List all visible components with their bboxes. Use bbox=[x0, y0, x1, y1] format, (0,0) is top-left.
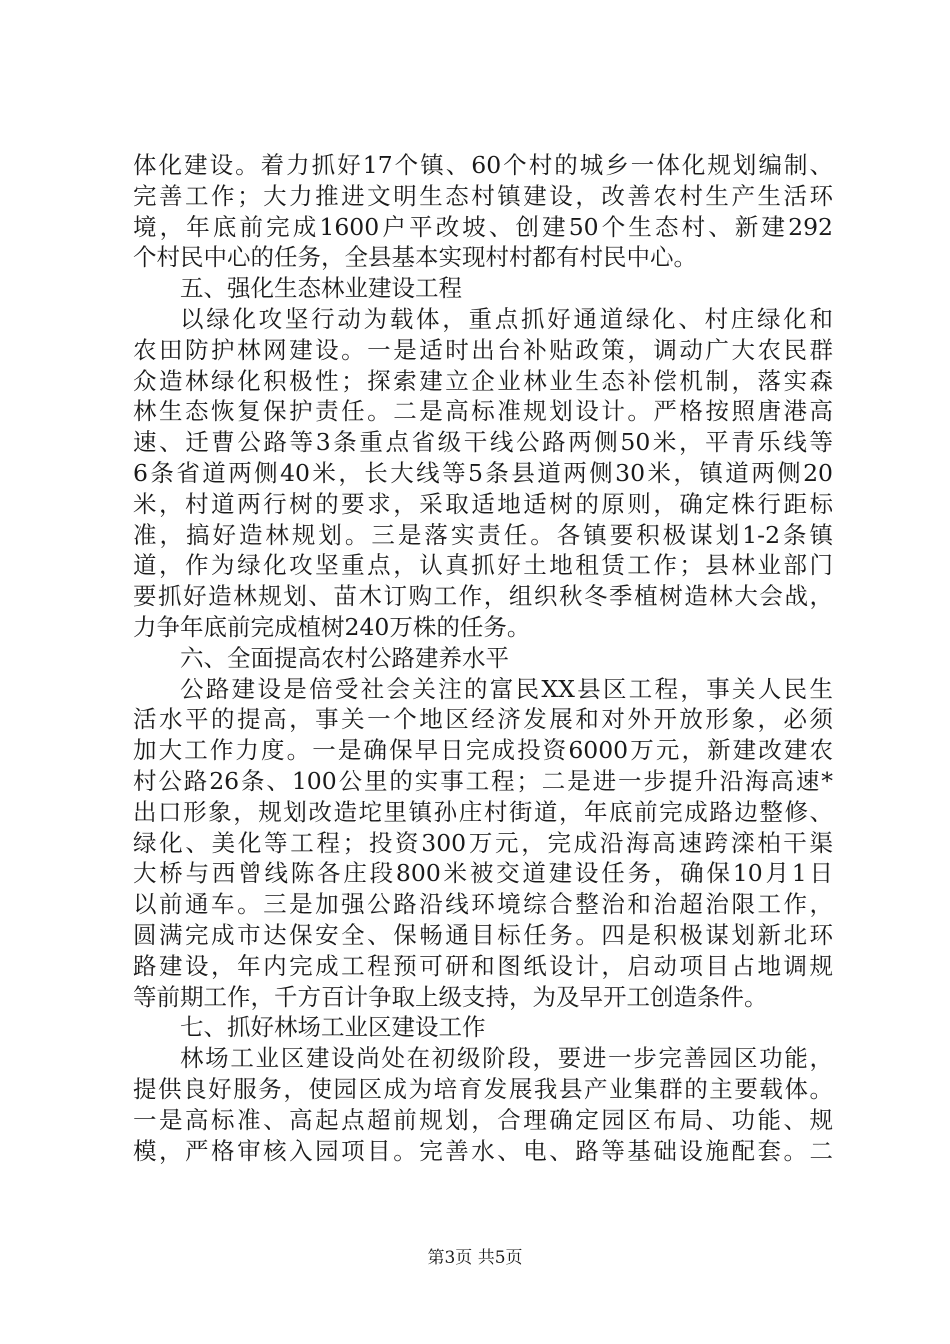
text-line: 体化建设。着力抓好17个镇、60个村的城乡一体化规划编制、 bbox=[133, 151, 833, 179]
text-line: 以绿化攻坚行动为载体，重点抓好通道绿化、村庄绿化和 bbox=[180, 304, 833, 333]
text-line: 模，严格审核入园项目。完善水、电、路等基础设施配套。二 bbox=[133, 1136, 833, 1165]
section-heading: 七、抓好林场工业区建设工作 bbox=[180, 1013, 486, 1042]
text-line: 境，年底前完成1600户平改坡、创建50个生态村、新建292 bbox=[133, 212, 833, 241]
text-line: 农田防护林网建设。一是适时出台补贴政策，调动广大农民群 bbox=[133, 335, 833, 364]
text-line: 速、迁曹公路等3条重点省级干线公路两侧50米，平青乐线等 bbox=[133, 428, 833, 457]
text-line: 路建设，年内完成工程预可研和图纸设计，启动项目占地调规 bbox=[133, 951, 833, 980]
text-line: 加大工作力度。一是确保早日完成投资6000万元，新建改建农 bbox=[133, 736, 833, 765]
text-line: 个村民中心的任务，全县基本实现村村都有村民中心。 bbox=[133, 243, 697, 272]
text-line: 以前通车。三是加强公路沿线环境综合整治和治超治限工作， bbox=[133, 890, 833, 919]
section-heading: 六、全面提高农村公路建养水平 bbox=[180, 643, 509, 672]
text-line: 圆满完成市达保安全、保畅通目标任务。四是积极谋划新北环 bbox=[133, 920, 833, 949]
text-line: 出口形象，规划改造坨里镇孙庄村街道，年底前完成路边整修、 bbox=[133, 797, 833, 826]
document-body bbox=[133, 150, 833, 1166]
text-line: 提供良好服务，使园区成为培育发展我县产业集群的主要载体。 bbox=[133, 1074, 833, 1103]
text-line: 力争年底前完成植树240万株的任务。 bbox=[133, 612, 531, 641]
text-line: 道，作为绿化攻坚重点，认真抓好土地租赁工作；县林业部门 bbox=[133, 551, 833, 580]
text-line: 林场工业区建设尚处在初级阶段，要进一步完善园区功能， bbox=[180, 1044, 833, 1073]
text-line: 公路建设是倍受社会关注的富民XX县区工程，事关人民生 bbox=[180, 674, 833, 703]
text-line: 完善工作；大力推进文明生态村镇建设，改善农村生产生活环 bbox=[133, 181, 833, 210]
text-line: 等前期工作，千方百计争取上级支持，为及早开工创造条件。 bbox=[133, 982, 768, 1011]
text-line: 一是高标准、高起点超前规划，合理确定园区布局、功能、规 bbox=[133, 1105, 833, 1134]
text-line: 要抓好造林规划、苗木订购工作，组织秋冬季植树造林大会战， bbox=[133, 582, 833, 611]
text-line: 林生态恢复保护责任。二是高标准规划设计。严格按照唐港高 bbox=[133, 397, 833, 426]
text-line: 众造林绿化积极性；探索建立企业林业生态补偿机制，落实森 bbox=[133, 366, 833, 395]
section-heading: 五、强化生态林业建设工程 bbox=[180, 274, 462, 303]
text-line: 活水平的提高，事关一个地区经济发展和对外开放形象，必须 bbox=[133, 705, 833, 734]
text-line: 准，搞好造林规划。三是落实责任。各镇要积极谋划1-2条镇 bbox=[133, 520, 833, 549]
page-footer: 第3页 共5页 bbox=[427, 1248, 523, 1268]
text-line: 大桥与西曾线陈各庄段800米被交道建设任务，确保10月1日 bbox=[133, 859, 833, 888]
text-line: 6条省道两侧40米，长大线等5条县道两侧30米，镇道两侧20 bbox=[133, 458, 833, 487]
text-line: 米，村道两行树的要求，采取适地适树的原则，确定株行距标 bbox=[133, 489, 833, 518]
text-line: 绿化、美化等工程；投资300万元，完成沿海高速跨滦柏干渠 bbox=[133, 828, 833, 857]
text-line: 村公路26条、100公里的实事工程；二是进一步提升沿海高速* bbox=[133, 766, 833, 795]
